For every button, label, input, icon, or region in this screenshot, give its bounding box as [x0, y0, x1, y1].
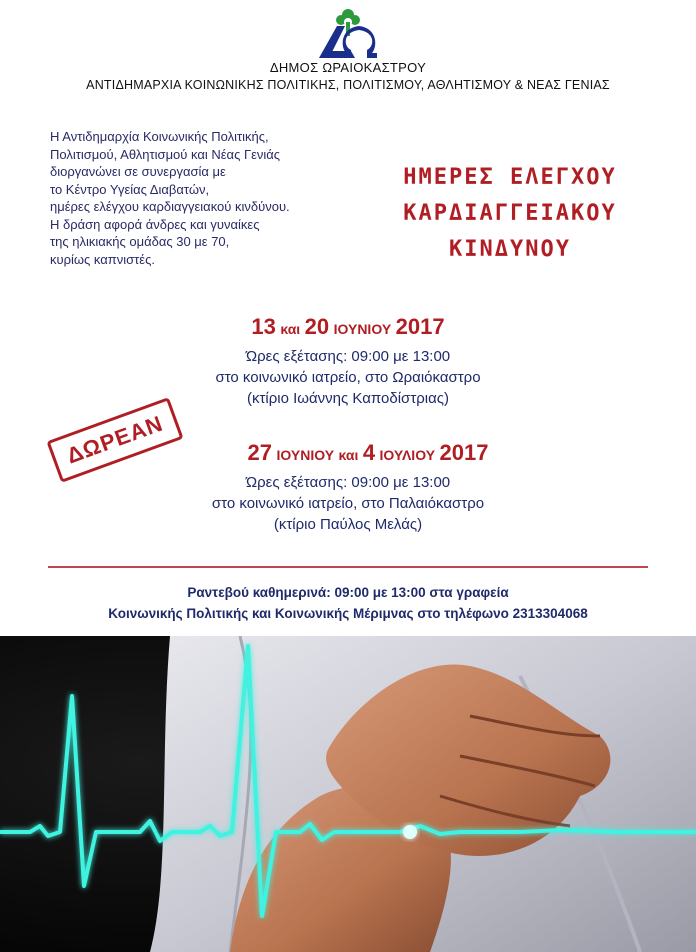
contact-line-2: Κοινωνικής Πολιτικής και Κοινωνικής Μέριμνας στο τηλέφωνο 2313304068 [108, 606, 588, 621]
session2-day1: 27 [247, 440, 273, 465]
contact-line-1: Ραντεβού καθημερινά: 09:00 με 13:00 στα γραφεία [187, 585, 509, 600]
session2-building: (κτίριο Παύλος Μελάς) [273, 516, 423, 533]
session1-dates [0, 314, 696, 340]
free-stamp: ΔΩΡΕΑΝ [46, 397, 183, 483]
session2-hours: Ώρες εξέτασης: 09:00 με 13:00 [245, 474, 451, 491]
divider [48, 566, 648, 568]
session2-conj: και [338, 447, 359, 463]
intro-line: διοργανώνει σε συνεργασία με [50, 164, 226, 179]
session2-day2: 4 [362, 440, 376, 465]
title-line-1: ΗΜΕΡΕΣ ΕΛΕΓΧΟΥ [403, 165, 617, 190]
session2-month2: ΙΟΥΛΙΟΥ [379, 447, 436, 463]
heart-attack-photo [0, 636, 696, 952]
session1-hours: Ώρες εξέτασης: 09:00 με 13:00 [245, 348, 451, 365]
intro-line: της ηλικιακής ομάδας 30 με 70, [50, 234, 230, 249]
intro-line: Η Αντιδημαρχία Κοινωνικής Πολιτικής, [50, 129, 269, 144]
session2-dates [20, 440, 696, 466]
session1-year: 2017 [395, 314, 445, 339]
session1-day2: 20 [304, 314, 330, 339]
intro-line: κυρίως καπνιστές. [50, 251, 155, 267]
department-name: ΑΝΤΙΔΗΜΑΡΧΙΑ ΚΟΙΝΩΝΙΚΗΣ ΠΟΛΙΤΙΚΗΣ, ΠΟΛΙΤΙΣΜΟΥ, ΑΘΛΗΤΙΣΜΟΥ & ΝΕΑΣ ΓΕΝΙΑΣ [86, 78, 610, 92]
session1-place: στο κοινωνικό ιατρείο, στο Ωραιόκαστρο [215, 369, 481, 386]
intro-line: ημέρες ελέγχου καρδιαγγειακού κινδύνου. [50, 199, 290, 214]
session2-details [0, 472, 696, 535]
session1-day1: 13 [251, 314, 276, 339]
session2-month1: ΙΟΥΝΙΟΥ [276, 447, 335, 463]
session1-month: ΙΟΥΝΙΟΥ [333, 321, 392, 337]
municipality-logo [315, 6, 381, 60]
session2-place: στο κοινωνικό ιατρείο, στο Παλαιόκαστρο [211, 495, 485, 512]
session1-details [0, 346, 696, 409]
intro-line: Πολιτισμού, Αθλητισμού και Νέας Γενιάς [50, 146, 281, 162]
intro-line: το Κέντρο Υγείας Διαβατών, [50, 181, 210, 197]
municipality-name: ΔΗΜΟΣ ΩΡΑΙΟΚΑΣΤΡΟΥ [269, 60, 427, 75]
intro-line: Η δράση αφορά άνδρες και γυναίκες [50, 216, 260, 232]
session1-conj: και [280, 321, 301, 337]
title-line-3: ΚΙΝΔΥΝΟΥ [449, 237, 571, 262]
ecg-pulse-dot [403, 825, 417, 839]
session2-year: 2017 [439, 440, 489, 465]
title-line-2: ΚΑΡΔΙΑΓΓΕΙΑΚΟΥ [403, 201, 617, 226]
intro-paragraph [50, 128, 370, 268]
contact-info [0, 582, 696, 624]
event-title [350, 160, 670, 268]
session1-building: (κτίριο Ιωάννης Καποδίστριας) [246, 390, 450, 407]
